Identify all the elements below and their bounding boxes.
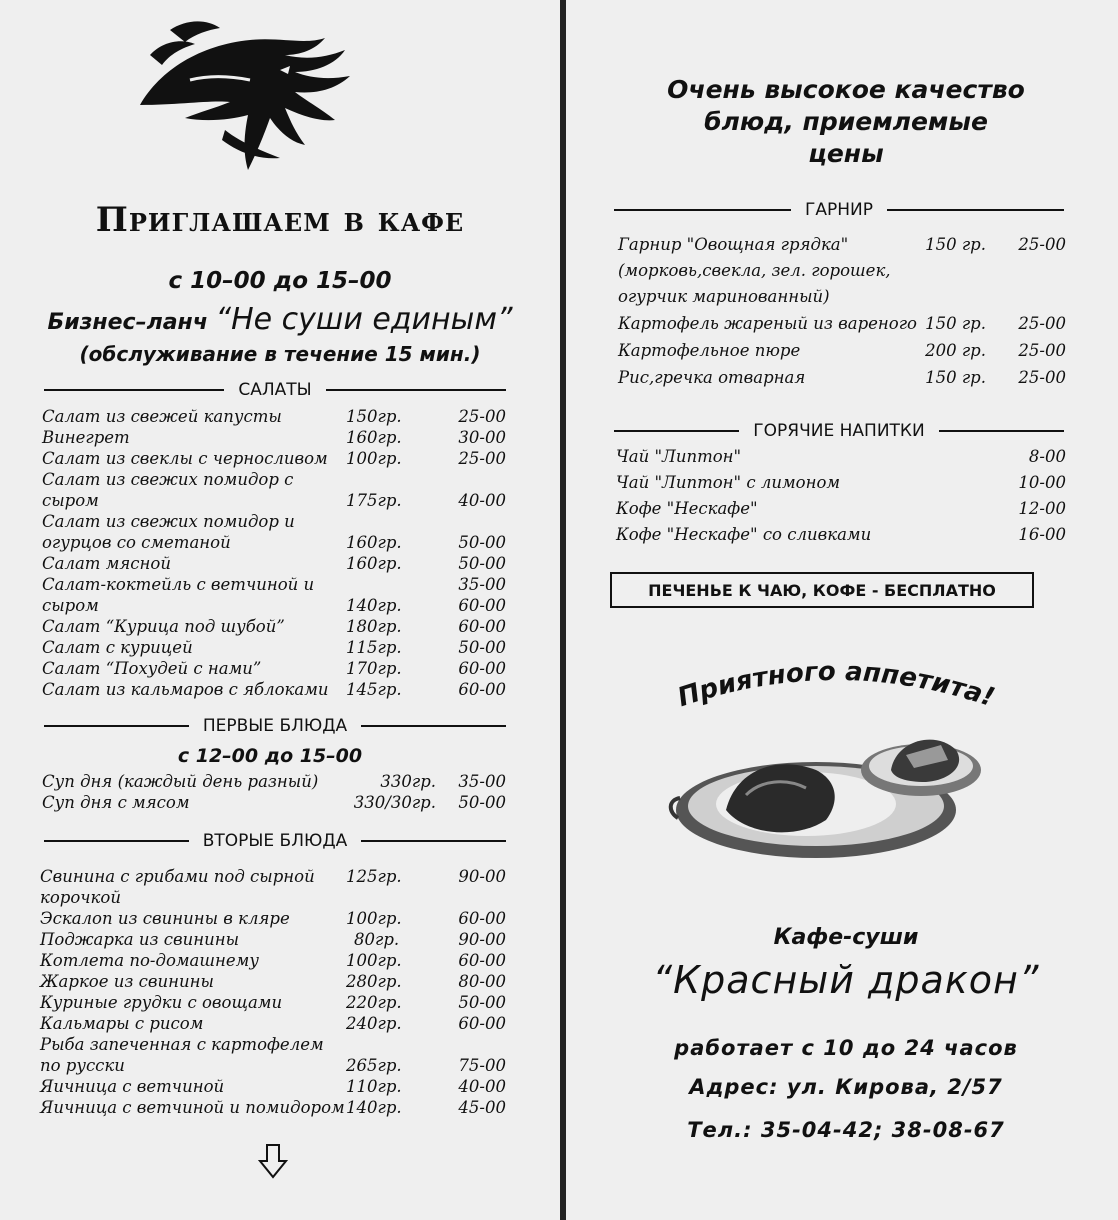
- dish-price: 60-00: [458, 680, 506, 699]
- dish-price: 90-00: [458, 930, 506, 949]
- dish-price: 45-00: [458, 1098, 506, 1117]
- list-item: [40, 1034, 506, 1076]
- dish-price: 80-00: [458, 972, 506, 991]
- dish-name: Чай "Липтон" с лимоном: [616, 473, 841, 492]
- dish-weight: 100гр.: [346, 909, 402, 928]
- dish-weight: 125гр.: [346, 867, 402, 886]
- dish-price-alt: 35-00: [458, 575, 506, 594]
- opening-hours: работает с 10 до 24 часов: [674, 1036, 1018, 1060]
- dish-weight: 150 гр.: [925, 235, 986, 254]
- list-item: [40, 1013, 506, 1034]
- address: Адрес: ул. Кирова, 2/57: [689, 1075, 1003, 1099]
- dish-weight: 265гр.: [346, 1056, 402, 1075]
- dish-price: 25-00: [1018, 314, 1066, 333]
- dish-price: 16-00: [1018, 525, 1066, 544]
- list-item: [42, 469, 506, 511]
- dish-price: 60-00: [458, 596, 506, 615]
- dish-name: Суп дня с мясом: [42, 793, 190, 812]
- section-label: ПЕРВЫЕ БЛЮДА: [202, 716, 348, 736]
- divider: [44, 389, 224, 391]
- dish-weight: 280гр.: [346, 972, 402, 991]
- dish-price: 50-00: [458, 793, 506, 812]
- dish-name: Кальмары с рисом: [40, 1014, 204, 1033]
- dish-weight: 220гр.: [346, 993, 402, 1012]
- dish-name: Яичница с ветчиной и помидором: [40, 1098, 345, 1117]
- divider: [44, 840, 189, 842]
- dish-price: 25-00: [458, 407, 506, 426]
- dish-name: Салат с курицей: [42, 638, 193, 657]
- list-item: [40, 908, 506, 929]
- list-item: [42, 658, 506, 679]
- list-item: [40, 929, 506, 950]
- dish-name: Салат из свежих помидор и огурцов со сметаной: [42, 512, 295, 552]
- section-label: ГОРЯЧИЕ НАПИТКИ: [753, 421, 925, 441]
- dish-name: Салат “Курица под шубой”: [42, 617, 285, 636]
- list-item: [42, 553, 506, 574]
- list-item: [42, 679, 506, 700]
- dish-name: Яичница с ветчиной: [40, 1077, 225, 1096]
- divider: [614, 209, 791, 211]
- first-courses-hours: с 12–00 до 15–00: [177, 745, 363, 767]
- dish-weight: 100гр.: [346, 449, 402, 468]
- divider: [939, 430, 1064, 432]
- list-item: [42, 616, 506, 637]
- dish-name: Котлета по-домашнему: [40, 951, 259, 970]
- divider: [361, 840, 506, 842]
- list-item: [40, 866, 506, 908]
- dish-price: 25-00: [458, 449, 506, 468]
- dish-price: 60-00: [458, 951, 506, 970]
- dish-weight: 160гр.: [346, 533, 402, 552]
- dish-price: 25-00: [1018, 368, 1066, 387]
- dish-weight: 115гр.: [346, 638, 402, 657]
- dish-name: Салат мясной: [42, 554, 171, 573]
- dish-price: 40-00: [458, 491, 506, 510]
- cafe-name: “Красный дракон”: [652, 958, 1040, 1002]
- dish-price: 10-00: [1018, 473, 1066, 492]
- lunch-name: “Не суши единым”: [215, 302, 513, 337]
- dish-price: 90-00: [458, 867, 506, 886]
- appetite-text: Приятного аппетита!: [674, 656, 999, 714]
- list-item: [42, 427, 506, 448]
- business-lunch-line: [20, 302, 540, 337]
- dish-price: 50-00: [458, 638, 506, 657]
- dish-weight: 150 гр.: [925, 314, 986, 333]
- hot-drinks-list: [616, 444, 1066, 548]
- list-item: [40, 950, 506, 971]
- food-plate-icon: [666, 700, 996, 870]
- list-item: [42, 448, 506, 469]
- divider: [361, 725, 506, 727]
- list-item: [618, 364, 1066, 391]
- section-label: САЛАТЫ: [238, 380, 312, 400]
- dish-price: 50-00: [458, 993, 506, 1012]
- list-item: [42, 792, 506, 813]
- dish-name: Винегрет: [42, 428, 130, 447]
- cafe-type: Кафе-суши: [773, 925, 919, 950]
- dish-weight: 200 гр.: [925, 341, 986, 360]
- dish-name: Салат-коктейль с ветчиной и сыром: [42, 575, 315, 615]
- list-item: [616, 470, 1066, 496]
- dish-price: 30-00: [458, 428, 506, 447]
- dish-price: 25-00: [1018, 235, 1066, 254]
- list-item: [40, 992, 506, 1013]
- dish-price: 35-00: [458, 772, 506, 791]
- dish-weight: 140гр.: [346, 1098, 402, 1117]
- dish-weight: 160гр.: [346, 554, 402, 573]
- quality-slogan: Очень высокое качество блюд, приемлемые цены: [667, 75, 1025, 168]
- dish-weight: 330гр.: [380, 772, 436, 791]
- list-item: [616, 496, 1066, 522]
- dish-price: 75-00: [458, 1056, 506, 1075]
- dish-price: 60-00: [458, 1014, 506, 1033]
- dish-name: Свинина с грибами под сырной корочкой: [40, 867, 315, 907]
- dish-weight: 175гр.: [346, 491, 402, 510]
- dish-weight: 330/30гр.: [353, 793, 436, 812]
- list-item: [618, 232, 1066, 310]
- list-item: [40, 1076, 506, 1097]
- first-courses-list: [42, 771, 506, 813]
- dish-name: Гарнир "Овощная грядка" (морковь,свекла, зел. горошек, огурчик маринованный): [618, 235, 891, 306]
- lunch-prefix: Бизнес–ланч: [47, 310, 208, 335]
- phone-numbers: Тел.: 35-04-42; 38-08-67: [687, 1118, 1005, 1142]
- dish-price: 50-00: [458, 533, 506, 552]
- dish-price: 25-00: [1018, 341, 1066, 360]
- dish-weight: 240гр.: [346, 1014, 402, 1033]
- list-item: [40, 971, 506, 992]
- list-item: [616, 522, 1066, 548]
- list-item: [616, 444, 1066, 470]
- dish-weight: 80гр.: [354, 930, 400, 949]
- divider: [44, 725, 189, 727]
- divider: [614, 430, 739, 432]
- dish-name: Чай "Липтон": [616, 447, 742, 466]
- dish-weight: 140гр.: [346, 596, 402, 615]
- dish-price: 12-00: [1018, 499, 1066, 518]
- dish-name: Суп дня (каждый день разный): [42, 772, 319, 791]
- list-item: [42, 574, 506, 616]
- list-item: [42, 511, 506, 553]
- dish-name: Кофе "Нескафе": [616, 499, 758, 518]
- dish-name: Салат из свежих помидор с сыром: [42, 470, 294, 510]
- dish-weight: 100гр.: [346, 951, 402, 970]
- list-item: [42, 406, 506, 427]
- dish-name: Рис,гречка отварная: [618, 368, 806, 387]
- dish-name: Рыба запеченная с картофелем по русски: [40, 1035, 324, 1075]
- second-courses-list: [40, 866, 506, 1118]
- dish-weight: 170гр.: [346, 659, 402, 678]
- section-heading-second-courses: [44, 829, 506, 853]
- dish-name: Салат из свежей капусты: [42, 407, 282, 426]
- salads-list: [42, 406, 506, 700]
- dish-weight: 145гр.: [346, 680, 402, 699]
- free-cookies-note: ПЕЧЕНЬЕ К ЧАЮ, КОФЕ - БЕСПЛАТНО: [610, 572, 1034, 608]
- dish-name: Жаркое из свинины: [40, 972, 214, 991]
- list-item: [42, 771, 506, 792]
- dish-weight: 160гр.: [346, 428, 402, 447]
- page-title: Приглашаем в кафе: [95, 200, 465, 240]
- dish-name: Салат из свеклы с черносливом: [42, 449, 328, 468]
- garnish-list: [618, 232, 1066, 391]
- dish-weight: 110гр.: [346, 1077, 402, 1096]
- dish-price: 60-00: [458, 617, 506, 636]
- dish-name: Картофель жареный из вареного: [618, 314, 917, 333]
- section-heading-first-courses: [44, 714, 506, 738]
- section-heading-hot-drinks: [614, 419, 1064, 443]
- section-heading-garnish: [614, 198, 1064, 222]
- dish-name: Эскалоп из свинины в кляре: [40, 909, 290, 928]
- list-item: [618, 337, 1066, 364]
- dish-name: Салат из кальмаров с яблоками: [42, 680, 329, 699]
- list-item: [618, 310, 1066, 337]
- dish-price: 50-00: [458, 554, 506, 573]
- dish-price: 40-00: [458, 1077, 506, 1096]
- dish-name: Куриные грудки с овощами: [40, 993, 283, 1012]
- dish-price: 8-00: [1028, 447, 1066, 466]
- list-item: [40, 1097, 506, 1118]
- arrow-down-icon: [258, 1143, 288, 1179]
- list-item: [42, 637, 506, 658]
- dish-weight: 150 гр.: [925, 368, 986, 387]
- lunch-hours: с 10–00 до 15–00: [168, 268, 392, 294]
- section-heading-salads: [44, 378, 506, 402]
- dish-weight: 180гр.: [346, 617, 402, 636]
- divider: [887, 209, 1064, 211]
- section-label: ВТОРЫЕ БЛЮДА: [202, 831, 348, 851]
- dish-name: Салат “Похудей с нами”: [42, 659, 262, 678]
- service-note: (обслуживание в течение 15 мин.): [79, 342, 481, 366]
- dish-name: Кофе "Нескафе" со сливками: [616, 525, 872, 544]
- dish-weight: 150гр.: [346, 407, 402, 426]
- dish-name: Картофельное пюре: [618, 341, 801, 360]
- dish-price: 60-00: [458, 659, 506, 678]
- divider: [326, 389, 506, 391]
- section-label: ГАРНИР: [805, 200, 873, 220]
- dish-price: 60-00: [458, 909, 506, 928]
- dragon-logo-icon: [130, 10, 360, 180]
- menu-right-page: [566, 0, 1118, 1220]
- dish-name: Поджарка из свинины: [40, 930, 240, 949]
